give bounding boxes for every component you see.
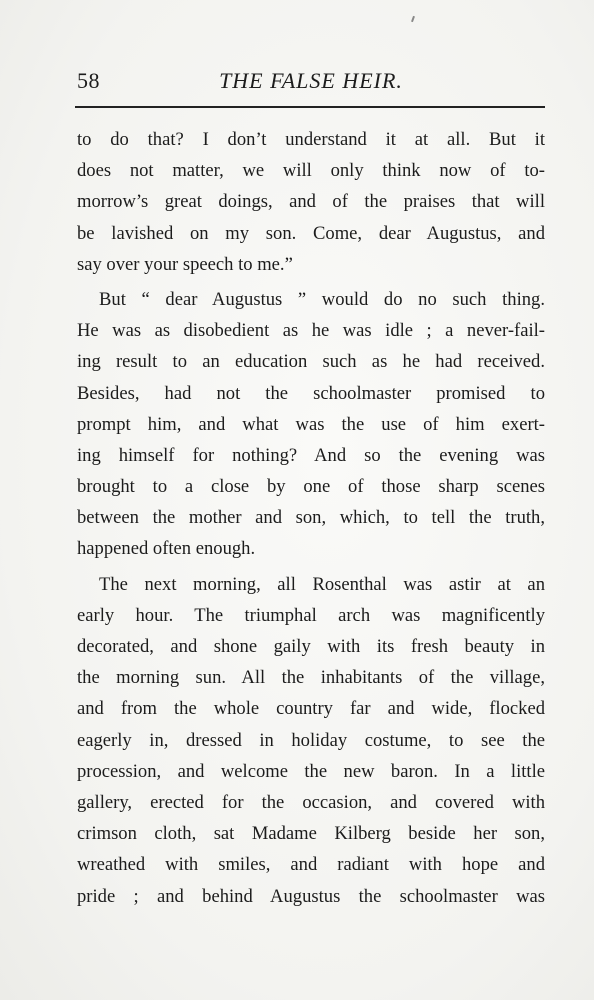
text-line: decorated, and shone gaily with its fresh beauty in: [77, 636, 545, 657]
text-line: to do that? I don’t understand it at all. But it: [77, 129, 545, 150]
text-line: eagerly in, dressed in holiday costume, to see the: [77, 729, 545, 751]
text-line: crimson cloth, sat Madame Kilberg beside her son,: [77, 823, 545, 845]
text-line: ing himself for nothing? And so the evening was: [77, 444, 545, 466]
print-speck: [411, 16, 415, 22]
text-line: the morning sun. All the inhabitants of the village,: [77, 667, 545, 689]
page-number: 58: [77, 68, 100, 93]
page-header: [77, 68, 545, 98]
text-line: and from the whole country far and wide, flocked: [77, 698, 545, 720]
text-line: be lavished on my son. Come, dear Augustus, and: [77, 222, 545, 244]
running-title: THE FALSE HEIR.: [219, 68, 403, 93]
text-line: ing result to an education such as he had received.: [77, 351, 545, 373]
text-line: He was as disobedient as he was idle ; a never-fail-: [77, 320, 545, 342]
text-line: say over your speech to me.”: [77, 253, 293, 275]
text-line: pride ; and behind Augustus the schoolmaster was: [77, 885, 545, 907]
text-line: prompt him, and what was the use of him exert-: [77, 413, 545, 435]
text-line: brought to a close by one of those sharp scenes: [77, 476, 545, 498]
text-line: early hour. The triumphal arch was magnificently: [77, 604, 545, 626]
paragraph: [77, 124, 545, 280]
text-line: procession, and welcome the new baron. In a little: [77, 760, 545, 782]
header-rule: [75, 106, 545, 108]
text-line: between the mother and son, which, to tell the truth,: [77, 507, 545, 529]
text-line: morrow’s great doings, and of the praises that will: [77, 191, 545, 213]
text-line: gallery, erected for the occasion, and covered with: [77, 791, 545, 813]
text-line: Besides, had not the schoolmaster promised to: [77, 382, 545, 404]
paragraph: [77, 284, 545, 565]
text-line: But “ dear Augustus ” would do no such thing.: [99, 288, 545, 310]
text-line: The next morning, all Rosenthal was astir at an: [99, 573, 545, 595]
text-line: does not matter, we will only think now of to-: [77, 160, 545, 182]
paragraph: [77, 569, 545, 912]
text-line: happened often enough.: [77, 538, 256, 560]
text-line: wreathed with smiles, and radiant with hope and: [77, 854, 545, 876]
body-text: [77, 124, 545, 912]
